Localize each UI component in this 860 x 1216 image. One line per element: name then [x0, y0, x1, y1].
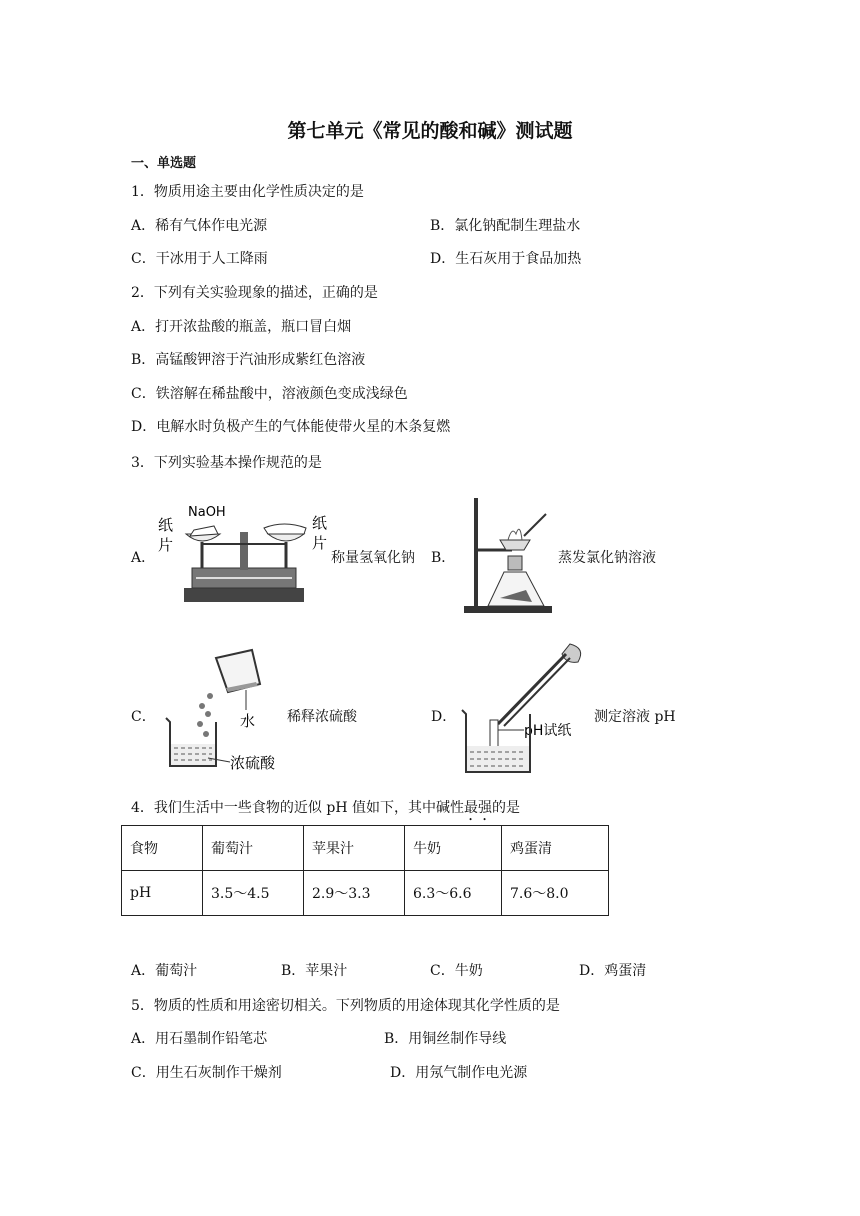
q4-stem-post: 的是	[491, 800, 520, 816]
dilution-figure	[156, 648, 282, 776]
paper-right-label-2: 片	[312, 534, 328, 552]
table-cell: pH	[122, 871, 203, 916]
page-title: 第七单元《常见的酸和碱》测试题	[287, 120, 573, 142]
table-cell: 牛奶	[405, 826, 502, 871]
q3-option-c-letter: C．	[131, 709, 156, 725]
q3-option-b-letter: B．	[431, 550, 456, 566]
q1-option-c: C．干冰用于人工降雨	[131, 251, 268, 267]
table-cell: 2.9～3.3	[304, 871, 405, 916]
table-cell: 鸡蛋清	[502, 826, 609, 871]
paper-left-label-2: 片	[158, 536, 174, 554]
table-cell: 6.3～6.6	[405, 871, 502, 916]
conc-acid-label: 浓硫酸	[230, 754, 276, 772]
q3-stem: 3．下列实验基本操作规范的是	[131, 455, 322, 471]
q1-option-b: B．氯化钠配制生理盐水	[430, 218, 581, 234]
q3-option-a-caption: 称量氢氧化钠	[331, 550, 415, 566]
q5-option-d: D．用氖气制作电光源	[390, 1065, 528, 1081]
q1-stem: 1．物质用途主要由化学性质决定的是	[131, 184, 364, 200]
evaporation-figure	[460, 494, 556, 618]
q4-option-b: B．苹果汁	[281, 963, 348, 979]
q1-option-d: D．生石灰用于食品加热	[430, 251, 582, 267]
table-row	[122, 826, 609, 871]
q2-option-a: A．打开浓盐酸的瓶盖，瓶口冒白烟	[131, 319, 352, 335]
q2-option-c: C．铁溶解在稀盐酸中，溶液颜色变成浅绿色	[131, 386, 408, 402]
q3-option-d-letter: D．	[431, 709, 457, 725]
table-cell: 3.5～4.5	[203, 871, 304, 916]
water-label: 水	[240, 712, 256, 730]
q2-option-d: D．电解水时负极产生的气体能使带火星的木条复燃	[131, 419, 451, 435]
q5-option-b: B．用铜丝制作导线	[384, 1031, 507, 1047]
q5-stem: 5．物质的性质和用途密切相关。下列物质的用途体现其化学性质的是	[131, 998, 560, 1014]
q2-option-b: B．高锰酸钾溶于汽油形成紫红色溶液	[131, 352, 366, 368]
q3-option-a-letter: A．	[131, 550, 156, 566]
naoh-label: NaOH	[188, 505, 226, 520]
ph-test-figure	[458, 640, 588, 778]
paper-left-label-1: 纸	[158, 516, 174, 534]
balance-figure	[156, 498, 332, 610]
q2-stem: 2．下列有关实验现象的描述，正确的是	[131, 285, 378, 301]
q5-option-c: C．用生石灰制作干燥剂	[131, 1065, 282, 1081]
table-cell: 葡萄汁	[203, 826, 304, 871]
q3-option-d-caption: 测定溶液 pH	[594, 709, 676, 725]
q1-option-a: A．稀有气体作电光源	[131, 218, 268, 234]
q4-option-a: A．葡萄汁	[131, 963, 198, 979]
q4-stem-pre: 4．我们生活中一些食物的近似 pH 值如下，其中碱性	[131, 800, 464, 816]
ph-table	[121, 825, 609, 916]
table-row	[122, 871, 609, 916]
paper-right-label-1: 纸	[312, 514, 328, 532]
q3-option-c-caption: 稀释浓硫酸	[287, 709, 357, 725]
q4-option-d: D．鸡蛋清	[579, 963, 647, 979]
section-heading: 一、单选题	[131, 156, 197, 171]
q4-stem	[131, 797, 520, 824]
table-cell: 7.6～8.0	[502, 871, 609, 916]
table-cell: 苹果汁	[304, 826, 405, 871]
q5-option-a: A．用石墨制作铅笔芯	[131, 1031, 268, 1047]
ph-paper-label: pH试纸	[524, 723, 572, 739]
q4-stem-emph: 最强	[463, 800, 492, 816]
q4-option-c: C．牛奶	[430, 963, 483, 979]
q3-option-b-caption: 蒸发氯化钠溶液	[558, 550, 656, 566]
table-cell: 食物	[122, 826, 203, 871]
